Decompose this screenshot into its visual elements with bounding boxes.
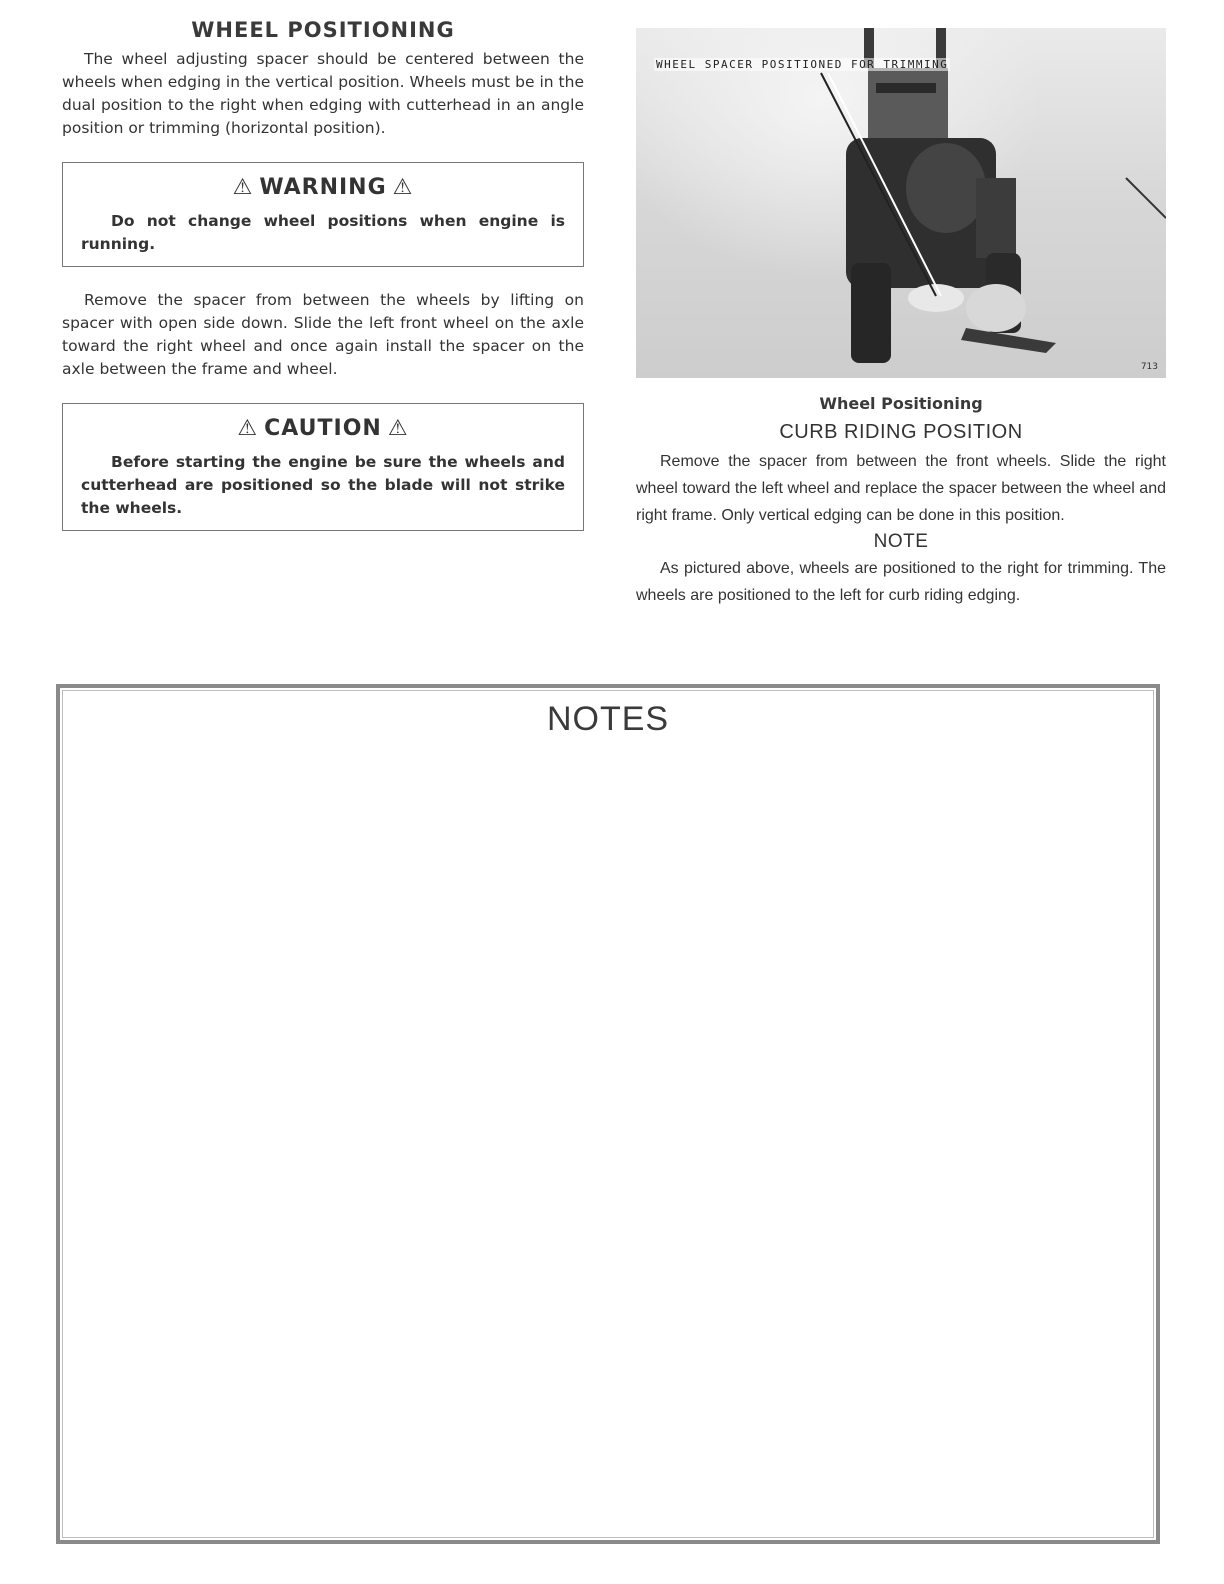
warning-box [62, 162, 584, 267]
caution-title: CAUTION [264, 416, 382, 441]
right-column [636, 28, 1166, 609]
remove-spacer-paragraph: Remove the spacer from between the wheels by lifting on spacer with open side down. Slide the left front wheel on the axle toward the right wheel and once again install the spacer on the axle between the frame and wheel. [62, 291, 584, 378]
curb-riding-paragraph: Remove the spacer from between the front wheels. Slide the right wheel toward the left wheel and replace the spacer between the wheel and right frame. Only vertical edging can be done in this position. [636, 453, 1166, 524]
caution-triangle-icon: ⚠ [237, 416, 259, 441]
warning-heading [81, 175, 565, 200]
notes-title: NOTES [546, 700, 670, 738]
warning-title: WARNING [259, 175, 387, 200]
photo-number: 713 [1140, 362, 1158, 372]
warning-text: Do not change wheel positions when engine is running. [81, 212, 565, 253]
warning-triangle-icon: ⚠ [392, 175, 414, 200]
section-title-curb-riding: CURB RIDING POSITION [779, 421, 1023, 443]
left-column [62, 14, 584, 531]
warning-triangle-icon: ⚠ [232, 175, 254, 200]
edger-photo [636, 28, 1166, 378]
photo-callout-label: WHEEL SPACER POSITIONED FOR TRIMMING [656, 58, 949, 71]
wheel-positioning-paragraph: The wheel adjusting spacer should be centered between the wheels when edging in the vertical position. Wheels must be in the dual position to the right when edging with cutterhead in an angle position or trimming (horizontal position). [62, 50, 584, 137]
caution-text: Before starting the engine be sure the wheels and cutterhead are positioned so the blade will not strike the wheels. [81, 453, 565, 517]
caution-triangle-icon: ⚠ [387, 416, 409, 441]
notes-box [56, 684, 1160, 1544]
photo-caption: Wheel Positioning [819, 394, 983, 413]
caution-heading [81, 416, 565, 441]
edger-illustration [636, 28, 1166, 378]
note-title: NOTE [873, 531, 929, 552]
caution-box [62, 403, 584, 531]
section-title-wheel-positioning: WHEEL POSITIONING [191, 18, 455, 42]
note-paragraph: As pictured above, wheels are positioned to the right for trimming. The wheels are positioned to the left for curb riding edging. [636, 560, 1166, 604]
